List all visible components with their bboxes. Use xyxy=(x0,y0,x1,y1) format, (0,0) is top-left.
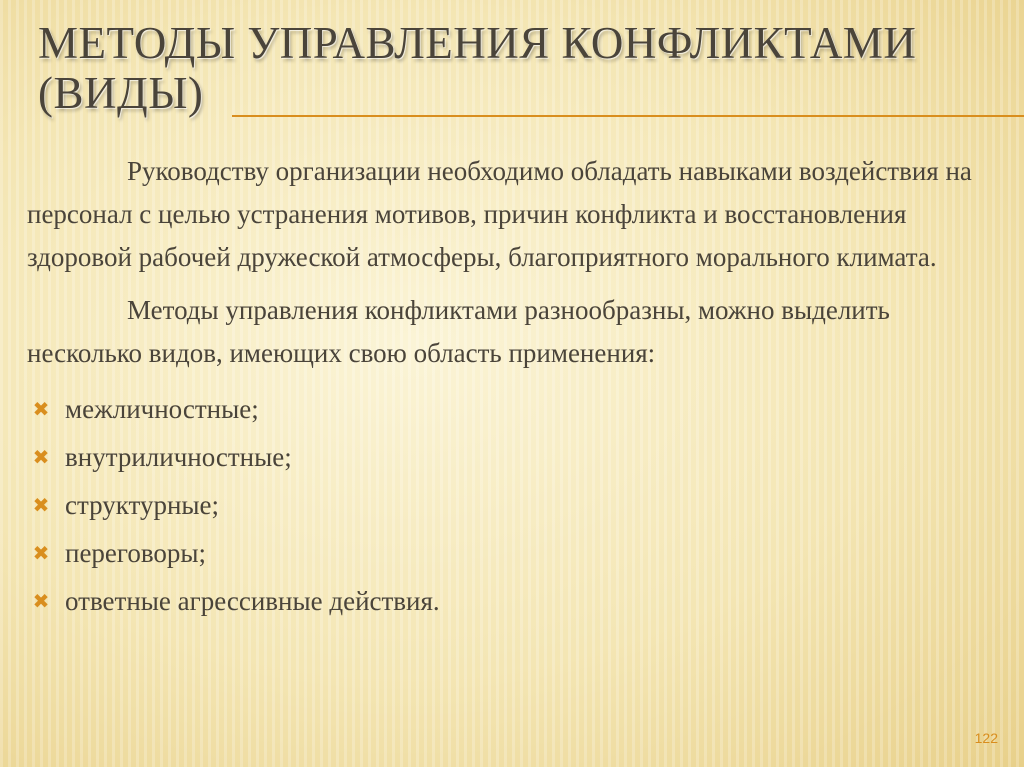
x-mark-icon: ✖ xyxy=(32,396,50,421)
paragraph-2: Методы управления конфликтами разнообразны, можно выделить несколько видов, имеющих свою область применения: xyxy=(27,295,890,368)
x-mark-icon: ✖ xyxy=(32,540,50,565)
list-item xyxy=(27,433,987,481)
list-item-text: внутриличностные; xyxy=(65,441,292,472)
list-item xyxy=(27,481,987,529)
list-item xyxy=(27,385,987,433)
slide-body xyxy=(27,150,987,625)
title-underline xyxy=(232,115,1024,117)
x-mark-icon: ✖ xyxy=(32,588,50,613)
page-number: 122 xyxy=(974,730,998,746)
list-item-text: межличностные; xyxy=(65,393,259,424)
paragraph-1: Руководству организации необходимо обладать навыками воздействия на персонал с целью устранения мотивов, причин конфликта и восстановления здоровой рабочей дружеской атмосферы, благоприятного морального климата. xyxy=(27,156,972,272)
x-mark-icon: ✖ xyxy=(32,444,50,469)
x-mark-icon: ✖ xyxy=(32,492,50,517)
list-item-text: структурные; xyxy=(65,489,220,520)
list-item xyxy=(27,577,987,625)
list-item xyxy=(27,529,987,577)
slide-title: МЕТОДЫ УПРАВЛЕНИЯ КОНФЛИКТАМИ (ВИДЫ) xyxy=(38,18,917,118)
list-item-text: ответные агрессивные действия. xyxy=(65,585,440,616)
bullet-list xyxy=(27,385,987,625)
list-item-text: переговоры; xyxy=(65,537,207,568)
